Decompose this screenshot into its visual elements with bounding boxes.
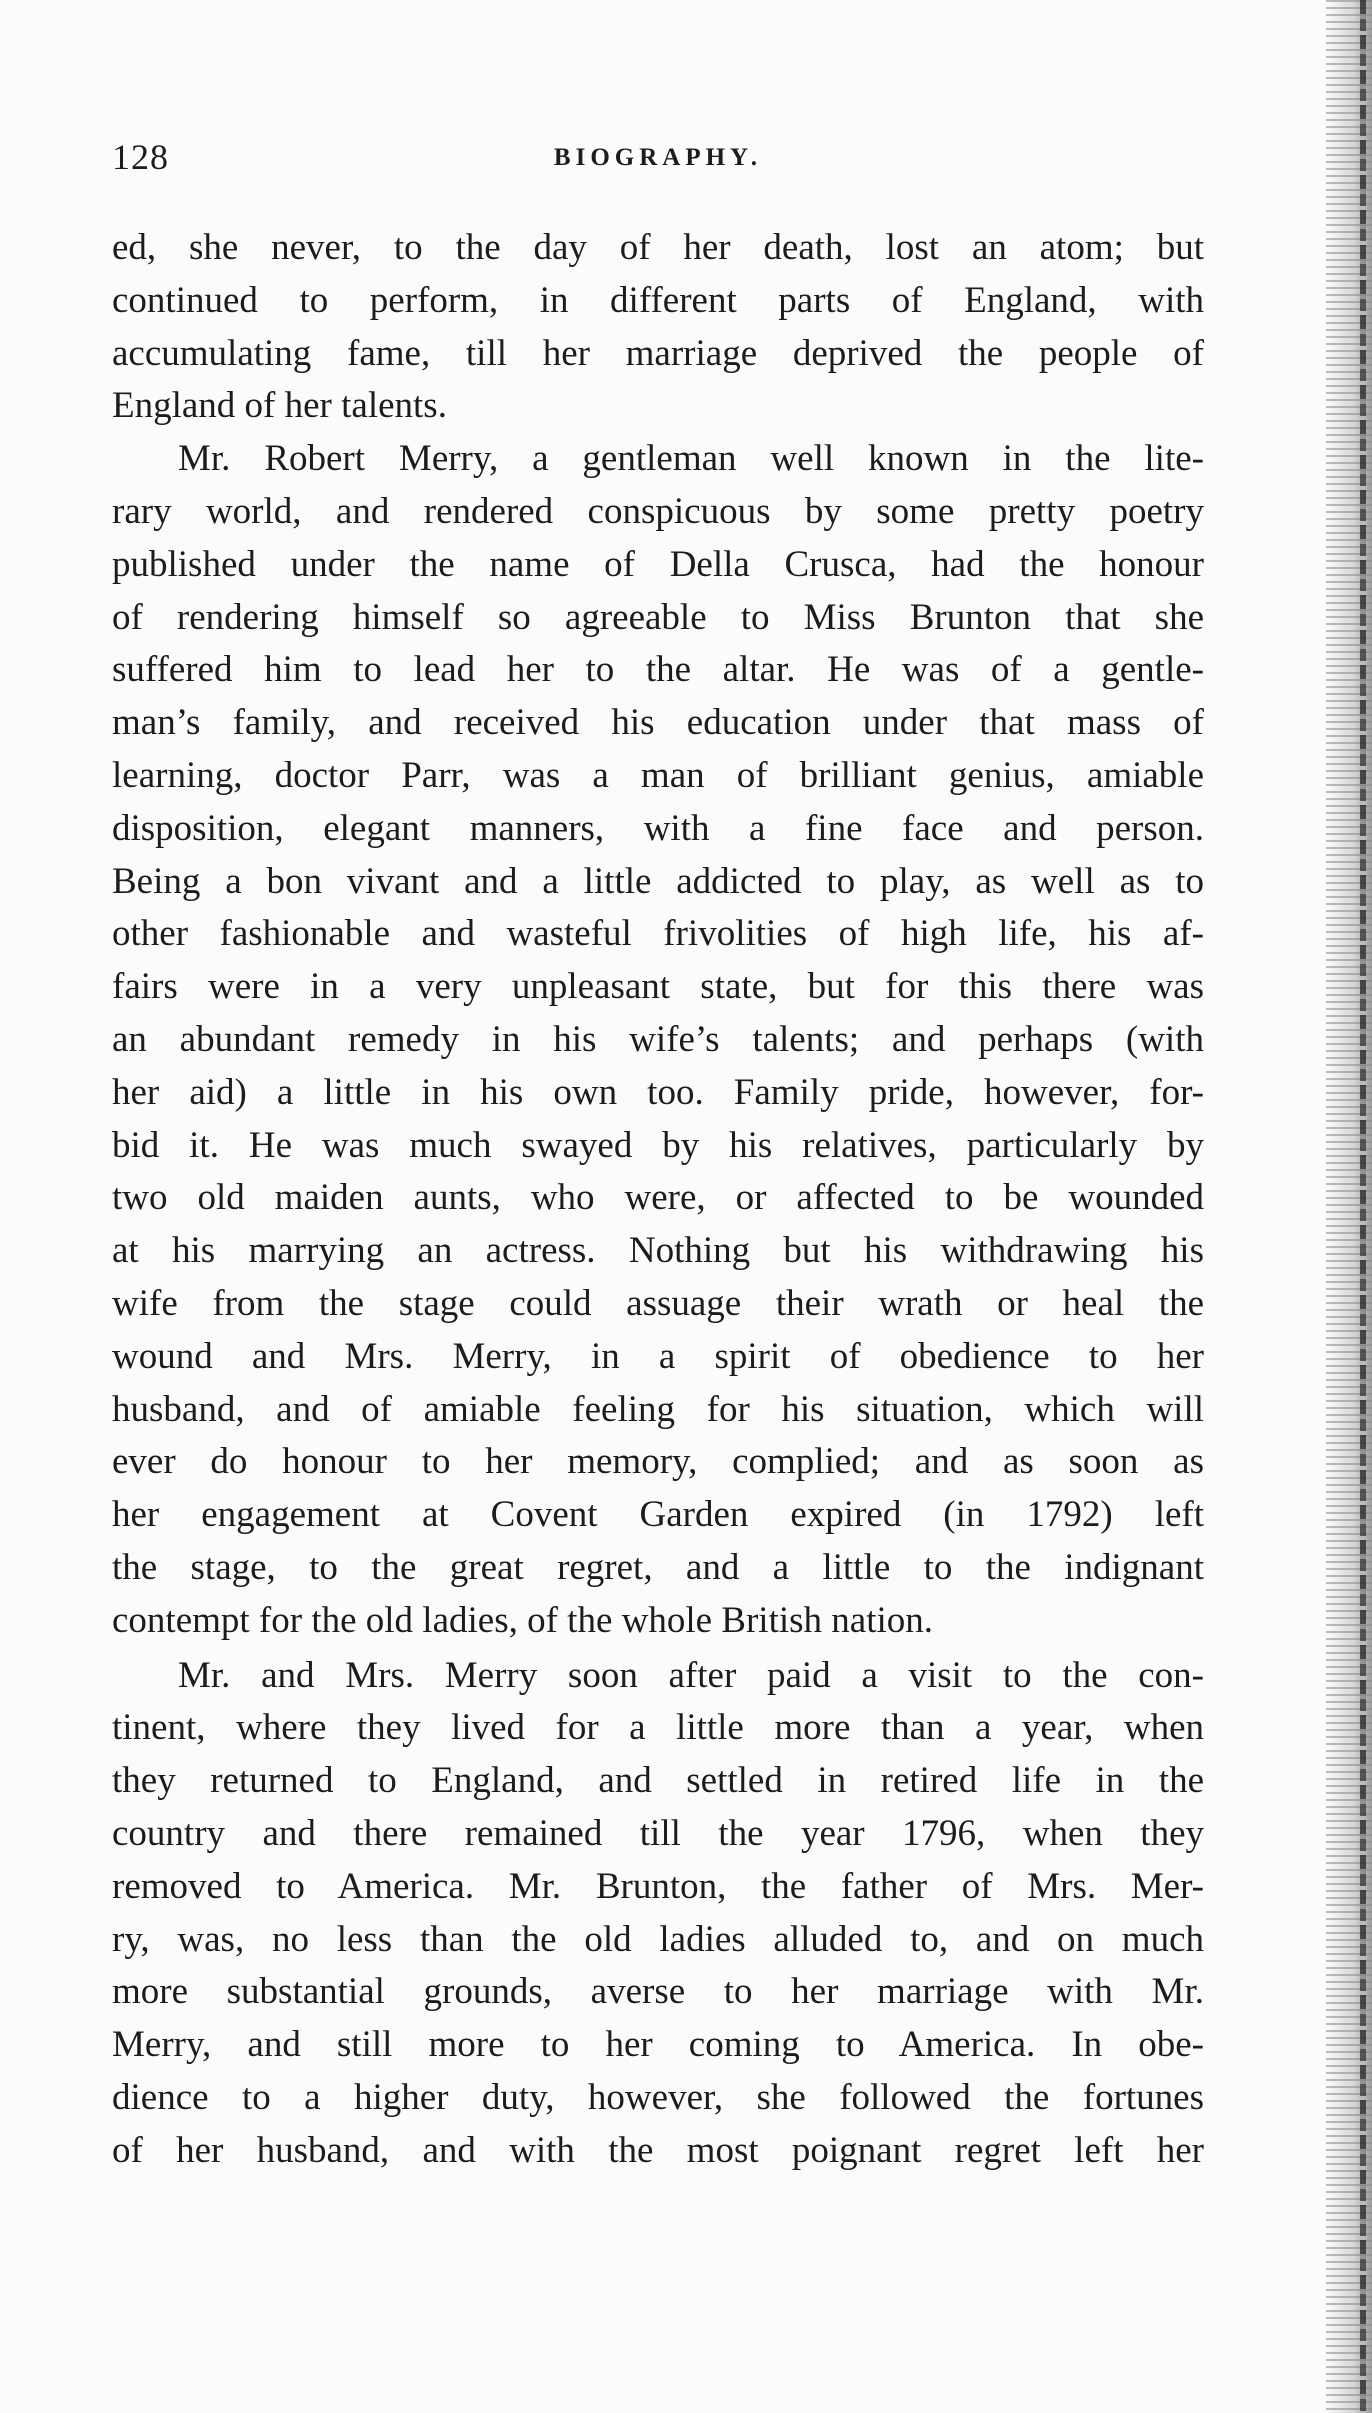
text-line: country and there remained till the year 1796, when they [112,1812,1204,1854]
text-line: two old maiden aunts, who were, or affected to be wounded [112,1177,1204,1219]
text-line: of her husband, and with the most poignant regret left her [112,2129,1204,2171]
text-line: Merry, and still more to her coming to America. In obe- [112,2024,1204,2066]
text-line: ed, she never, to the day of her death, lost an atom; but [112,227,1204,268]
paragraph-start-line: Mr. Robert Merry, a gentleman well known in the lite- [178,438,1204,480]
text-line: her aid) a little in his own too. Family pride, however, for- [112,1071,1204,1113]
text-line: rary world, and rendered conspicuous by some pretty poetry [112,490,1204,532]
paragraph-end-line: England of her talents. [112,385,447,427]
text-line: removed to America. Mr. Brunton, the father of Mrs. Mer- [112,1865,1204,1907]
text-line: bid it. He was much swayed by his relatives, particularly by [112,1124,1204,1166]
text-line: wound and Mrs. Merry, in a spirit of obedience to her [112,1335,1204,1377]
page-fore-edge [1360,0,1366,2413]
text-line: other fashionable and wasteful frivolities of high life, his af- [112,913,1204,955]
text-line: disposition, elegant manners, with a fine face and person. [112,807,1204,849]
text-line: husband, and of amiable feeling for his situation, which will [112,1388,1204,1430]
running-title: BIOGRAPHY. [553,144,763,171]
text-line: learning, doctor Parr, was a man of brilliant genius, amiable [112,754,1204,796]
text-line: Being a bon vivant and a little addicted to play, as well as to [112,860,1204,902]
text-line: more substantial grounds, averse to her marriage with Mr. [112,1971,1204,2013]
text-line: man’s family, and received his education under that mass of [112,702,1204,744]
paragraph-start-line: Mr. and Mrs. Merry soon after paid a visit to the con- [178,1654,1204,1696]
text-line: suffered him to lead her to the altar. He was of a gentle- [112,649,1204,691]
text-line: continued to perform, in different parts of England, with [112,279,1204,321]
text-line: tinent, where they lived for a little more than a year, when [112,1707,1204,1749]
text-line: the stage, to the great regret, and a little to the indignant [112,1546,1204,1588]
text-line: her engagement at Covent Garden expired (in 1792) left [112,1494,1204,1536]
text-line: at his marrying an actress. Nothing but his withdrawing his [112,1230,1204,1272]
text-line: accumulating fame, till her marriage deprived the people of [112,332,1204,374]
text-line: of rendering himself so agreeable to Miss Brunton that she [112,596,1204,638]
text-line: wife from the stage could assuage their wrath or heal the [112,1282,1204,1324]
text-line: an abundant remedy in his wife’s talents; and perhaps (with [112,1018,1204,1060]
text-line: ever do honour to her memory, complied; and as soon as [112,1441,1204,1483]
running-head [112,136,1204,176]
text-line: they returned to England, and settled in retired life in the [112,1760,1204,1802]
text-line: fairs were in a very unpleasant state, but for this there was [112,966,1204,1008]
text-line: published under the name of Della Crusca, had the honour [112,543,1204,585]
paragraph-end-line: contempt for the old ladies, of the whole British nation. [112,1599,934,1641]
body-text [112,222,1204,2177]
text-line: dience to a higher duty, however, she followed the fortunes [112,2076,1204,2118]
page-number: 128 [112,137,169,177]
text-line: ry, was, no less than the old ladies alluded to, and on much [112,1918,1204,1960]
